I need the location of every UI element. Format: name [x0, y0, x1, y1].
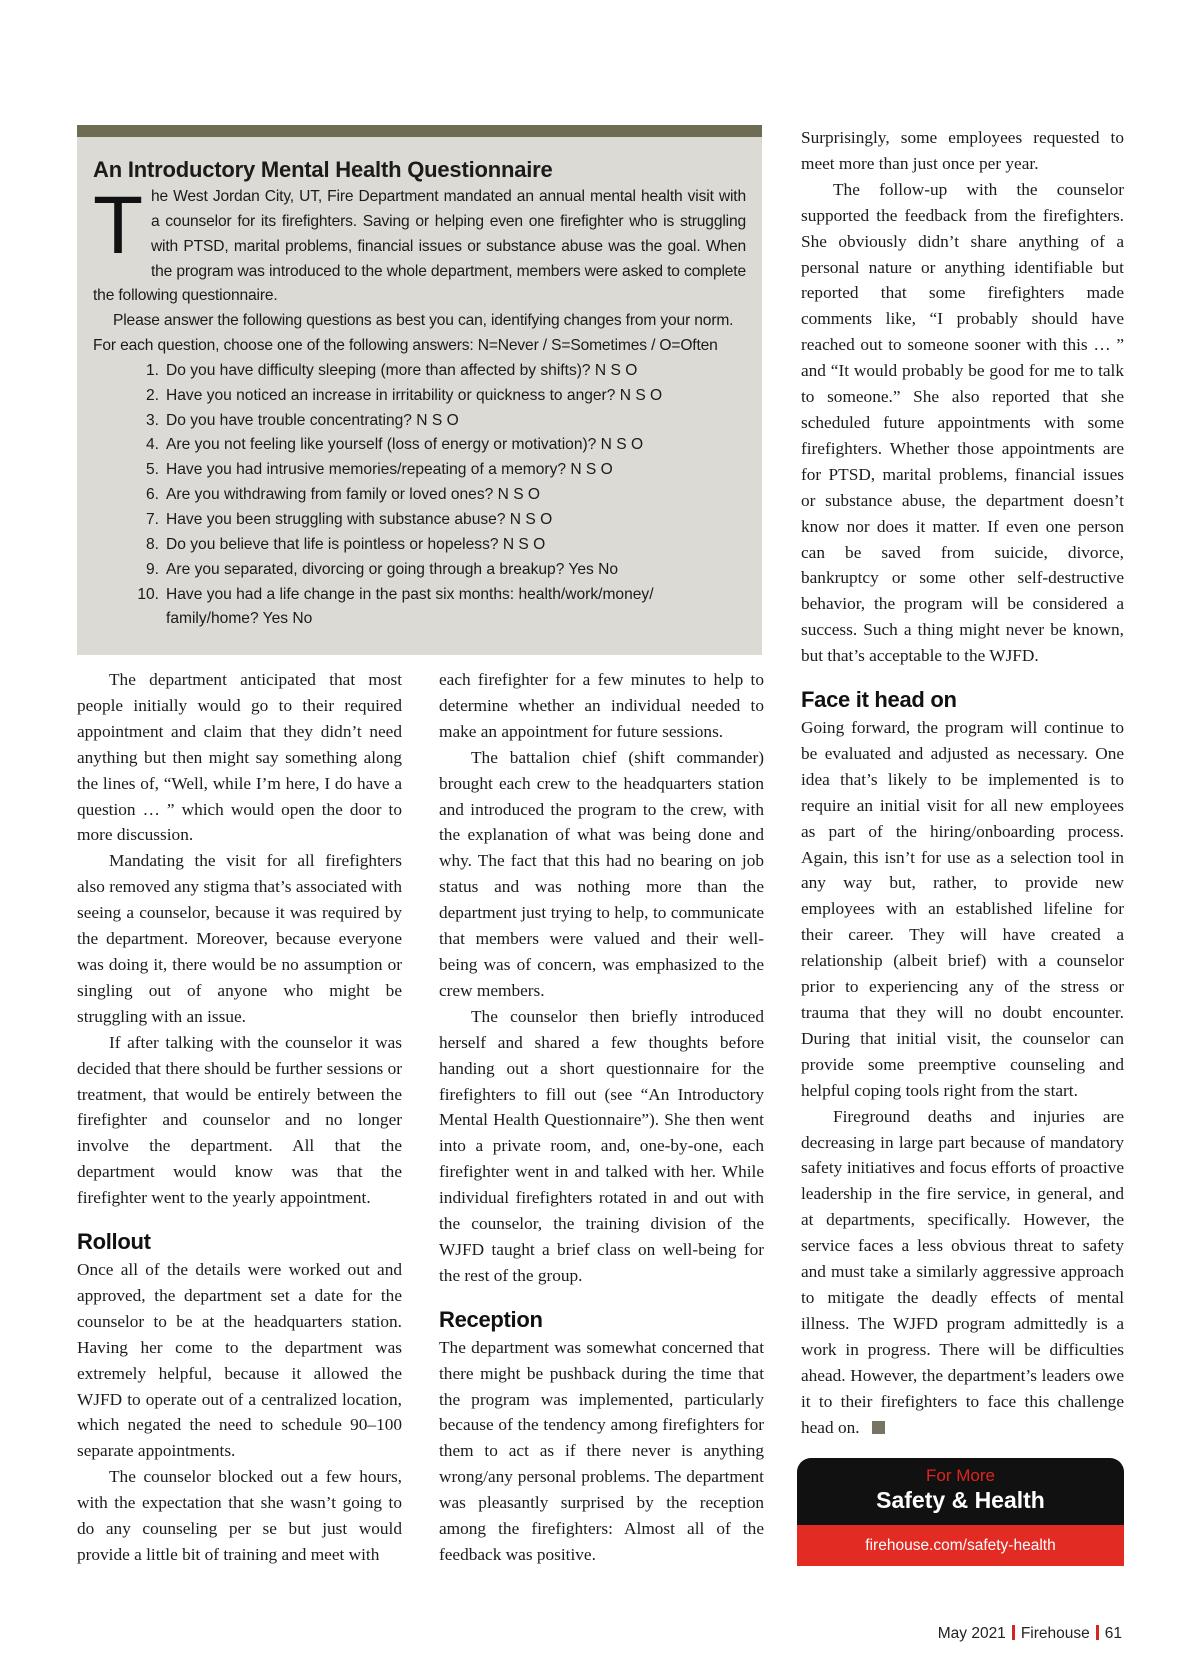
article-column-2 [439, 667, 764, 1568]
question-text: Have you had a life change in the past six months: health/work/money/ family/home? Yes No [166, 585, 654, 628]
question-number: 1. [146, 361, 159, 379]
paragraph: The department was somewhat concerned that there might be pushback during the time that the program was implemented, particularly because of the tendency among firefighters for them to act as if there never is anything wrong/any personal problems. The department was pleasantly surprised by the reception among the firefighters: Almost all of the feedback was positive. [439, 1337, 764, 1564]
question-number: 7. [146, 510, 159, 528]
footer-magazine: Firehouse [1020, 1625, 1090, 1642]
question-text: Are you withdrawing from family or loved ones? N S O [166, 486, 541, 504]
questionnaire-item [93, 359, 746, 384]
paragraph: Going forward, the program will continue to be evaluated and adjusted as necessary. One idea that’s likely to be implemented is to require an initial visit for all new employees as part of the hiring/onboarding process. Again, this isn’t for use as a selection tool in any way but, rather, to provide new employees with an established lifeline for their career. They will have created a relationship (albeit brief) with a counselor prior to experiencing any of the stress or trauma that they will no doubt encounter. During that initial visit, the counselor can provide some preemptive counseling and helpful coping tools right from the start. [801, 718, 1124, 1100]
paragraph-final [801, 1104, 1124, 1441]
paragraph: The department anticipated that most people initially would go to their required appointment and claim that they didn’t need anything but then might say something along the lines of, “Well, while I’m here, I do have a question … ” which would open the door to more discussion. [77, 670, 402, 845]
question-text: Are you separated, divorcing or going through a breakup? Yes No [166, 560, 619, 578]
questionnaire-intro [93, 180, 746, 309]
questionnaire-instructions: Please answer the following questions as best you can, identifying changes from your norm. For each question, choose one of the following answers: N=Never / S=Sometimes / O=Often [93, 312, 734, 355]
question-number: 6. [146, 486, 159, 504]
question-text: Have you been struggling with substance abuse? N S O [166, 510, 553, 528]
heading-face-it-head-on: Face it head on [801, 687, 957, 713]
end-mark-icon [872, 1421, 885, 1434]
question-number: 8. [146, 535, 159, 553]
footer-date: May 2021 [937, 1625, 1006, 1642]
drop-cap: T [93, 180, 143, 271]
paragraph: The follow-up with the counselor supported the feedback from the firefighters. She obviously didn’t share anything of a personal nature or anything identifiable but reported that some firefighters made comments like, “I probably should have reached out to someone sooner with this … ” and “It would probably be good for me to talk to someone.” She also reported that she scheduled future appointments with some firefighters. Whether those appointments are for PTSD, marital problems, financial issues or substance abuse, the department doesn’t know nor does it matter. If even one person can be saved from suicide, divorce, bankruptcy or some other self-destructive behavior, the program will be considered a success. Such a thing might never be known, but that’s acceptable to the WJFD. [801, 179, 1124, 666]
question-text: Are you not feeling like yourself (loss of energy or motivation)? N S O [166, 436, 644, 454]
footer-separator-icon [1012, 1625, 1015, 1640]
questionnaire-item [93, 458, 746, 483]
footer-page-number: 61 [1104, 1625, 1122, 1642]
questionnaire-item [93, 433, 746, 458]
question-text: Have you had intrusive memories/repeating of a memory? N S O [166, 461, 613, 479]
footer-separator-icon [1096, 1625, 1099, 1640]
for-more-link[interactable]: firehouse.com/safety-health [797, 1525, 1124, 1566]
questionnaire-item [93, 558, 746, 583]
for-more-title: Safety & Health [876, 1487, 1045, 1513]
questionnaire-list [93, 359, 746, 632]
question-number: 3. [146, 411, 159, 429]
paragraph: Once all of the details were worked out and approved, the department set a date for the counselor to be at the headquarters station. Having her come to the department was extremely helpful, because it allowed the WJFD to operate out of a centralized location, which negated the need to schedule 90–100 separate appointments. [77, 1260, 402, 1461]
question-text: Do you have trouble concentrating? N S O [166, 411, 459, 429]
question-number: 5. [146, 461, 159, 479]
for-more-promo[interactable] [797, 1458, 1124, 1566]
question-text: Have you noticed an increase in irritability or quickness to anger? N S O [166, 386, 663, 404]
paragraph: Surprisingly, some employees requested to meet more than just once per year. [801, 128, 1124, 173]
paragraph: each firefighter for a few minutes to help to determine whether an individual needed to make an appointment for future sessions. [439, 670, 764, 741]
question-number: 10. [137, 585, 159, 603]
paragraph: If after talking with the counselor it was decided that there should be further sessions or treatment, that would be entirely between the firefighter and counselor and no longer involve the department. All that the department would know was that the firefighter went to the yearly appointment. [77, 1032, 402, 1208]
paragraph: The battalion chief (shift commander) brought each crew to the headquarters station and introduced the program to the crew, with the explanation of what was being done and why. The fact that this had no bearing on job status and was nothing more than the department just trying to help, to communicate that members were valued and their well-being was of concern, was emphasized to the crew members. [439, 747, 764, 1000]
questionnaire-item [93, 533, 746, 558]
questionnaire-item [93, 384, 746, 409]
paragraph: The counselor then briefly introduced herself and shared a few thoughts before handing out a short questionnaire for the firefighters to fill out (see “An Introductory Mental Health Questionnaire”). She then went into a private room, and, one-by-one, each firefighter went in and talked with her. While individual firefighters rotated in and out with the counselor, the training division of the WJFD taught a brief class on well-being for the rest of the group. [439, 1006, 764, 1285]
question-text: Do you believe that life is pointless or hopeless? N S O [166, 535, 546, 553]
questionnaire-item [93, 583, 746, 633]
question-number: 4. [146, 436, 159, 454]
question-number: 2. [146, 386, 159, 404]
paragraph-final-text: Fireground deaths and injuries are decreasing in large part because of mandatory safety initiatives and focus efforts of proactive leadership in the fire service, in general, and at departments, specifically. However, the service faces a less obvious threat to safety and must take a similarly aggressive approach to mitigate the deadly effects of mental illness. The WJFD program admittedly is a work in progress. There will be difficulties ahead. However, the department’s leaders owe it to their firefighters to face this challenge head on. [801, 1106, 1124, 1437]
questionnaire-item [93, 409, 746, 434]
paragraph: The counselor blocked out a few hours, with the expectation that she wasn’t going to do any counseling per se but just would provide a little bit of training and meet with [77, 1467, 402, 1564]
heading-rollout: Rollout [77, 1229, 151, 1255]
questionnaire-intro-text: he West Jordan City, UT, Fire Department mandated an annual mental health visit with a counselor for its firefighters. Saving or helping even one firefighter who is struggling with PTSD, marital problems, financial issues or substance abuse was the goal. When the program was introduced to the whole department, members were asked to complete the following questionnaire. [93, 188, 746, 305]
questionnaire-box [77, 125, 762, 655]
questionnaire-item [93, 508, 746, 533]
for-more-label: For More [926, 1466, 995, 1485]
page-footer [938, 1625, 1122, 1643]
paragraph: Mandating the visit for all firefighters also removed any stigma that’s associated with seeing a counselor, because it was required by the department. Moreover, because everyone was doing it, there would be no assumption or singling out of anyone who might be struggling with an issue. [77, 851, 402, 1026]
article-column-3 [801, 125, 1124, 1440]
article-column-1 [77, 667, 402, 1568]
questionnaire-item [93, 483, 746, 508]
questionnaire-title: An Introductory Mental Health Questionnaire [93, 157, 553, 182]
question-number: 9. [146, 560, 159, 578]
question-text: Do you have difficulty sleeping (more than affected by shifts)? N S O [166, 361, 638, 379]
heading-reception: Reception [439, 1306, 543, 1332]
for-more-header [797, 1458, 1124, 1525]
